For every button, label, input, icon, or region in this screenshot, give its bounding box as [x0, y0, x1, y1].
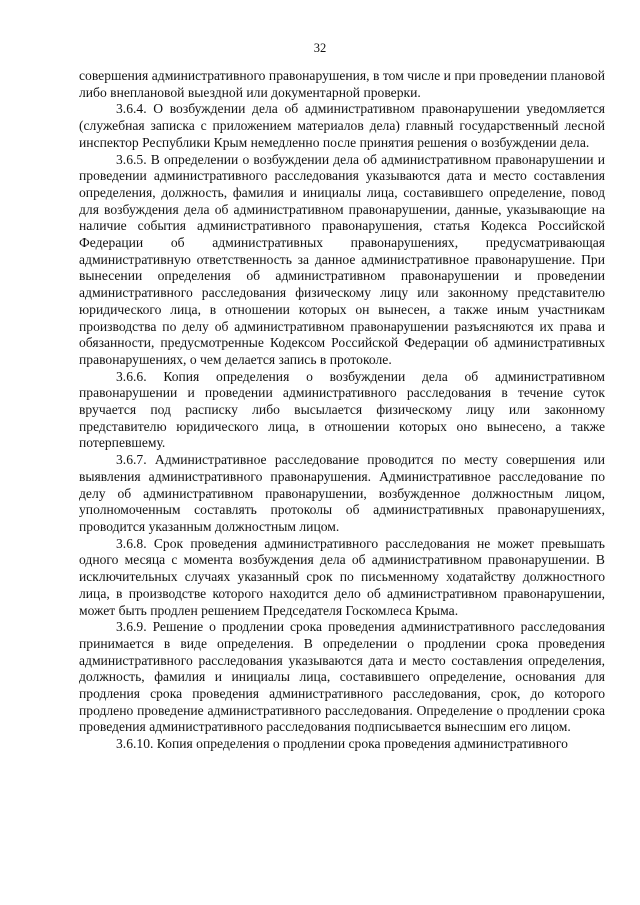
paragraph-3-6-10: 3.6.10. Копия определения о продлении срока проведения административного — [116, 736, 568, 752]
paragraph-3-6-9: 3.6.9. Решение о продлении срока проведения административного расследования принимается в виде определения. В определении о продлении срока проведения административного расследования указываются дата и место составления определения, должность, фамилия и инициалы лица, составившего определение, основания для продления срока проведения административного расследования, срок, до которого продлено проведение административного расследования. Определение о продлении срока проведения административного расследования подписывается вынесшим его лицом. — [79, 619, 605, 735]
paragraph-3-6-4: 3.6.4. О возбуждении дела об административном правонарушении уведомляется (служебная записка с приложением материалов дела) главный государственный лесной инспектор Республики Крым немедленно после принятия решения о возбуждении дела. — [79, 101, 605, 150]
document-body — [79, 68, 605, 753]
paragraph-continuation: совершения административного правонарушения, в том числе и при проведении плановой либо внеплановой выездной или документарной проверки. — [79, 68, 605, 100]
paragraph-3-6-7: 3.6.7. Административное расследование проводится по месту совершения или выявления административного правонарушения. Административное расследование по делу об административном правонарушении, возбужденное должностным лицом, уполномоченным составлять протоколы об административных правонарушениях, проводится указанным должностным лицом. — [79, 452, 605, 534]
paragraph-3-6-6: 3.6.6. Копия определения о возбуждении дела об административном правонарушении и проведении административного расследования в течение суток вручается под расписку либо высылается физическому лицу или законному представителю юридического лица, в отношении которых оно вынесено, а также потерпевшему. — [79, 368, 605, 451]
page-number: 32 — [313, 41, 327, 55]
paragraph-3-6-8: 3.6.8. Срок проведения административного расследования не может превышать одного месяца с момента возбуждения дела об административном правонарушении. В исключительных случаях указанный срок по письменному ходатайству должностного лица, в производстве которого находится дело об административном правонарушении, может быть продлен решением Председателя Госкомлеса Крыма. — [79, 535, 605, 618]
paragraph-3-6-5: 3.6.5. В определении о возбуждении дела об административном правонарушении и проведении административного расследования указываются дата и место составления определения, должность, фамилия и инициалы лица, составившего определение, повод для возбуждения дела об административном правонарушении, данные, указывающие на наличие события административного правонарушения, статья Кодекса Российской Федерации об административных правонарушениях, предусматривающая административную ответственность за данное административное правонарушение. При вынесении определения об административном правонарушении и проведении административного расследования физическому лицу или законному представителю юридического лица, в отношении которых он вынесен, а также иным участникам производства по делу об административном правонарушении разъясняются их права и обязанности, предусмотренные Кодексом Российской Федерации об административных правонарушениях, о чем делается запись в протоколе. — [79, 151, 605, 367]
